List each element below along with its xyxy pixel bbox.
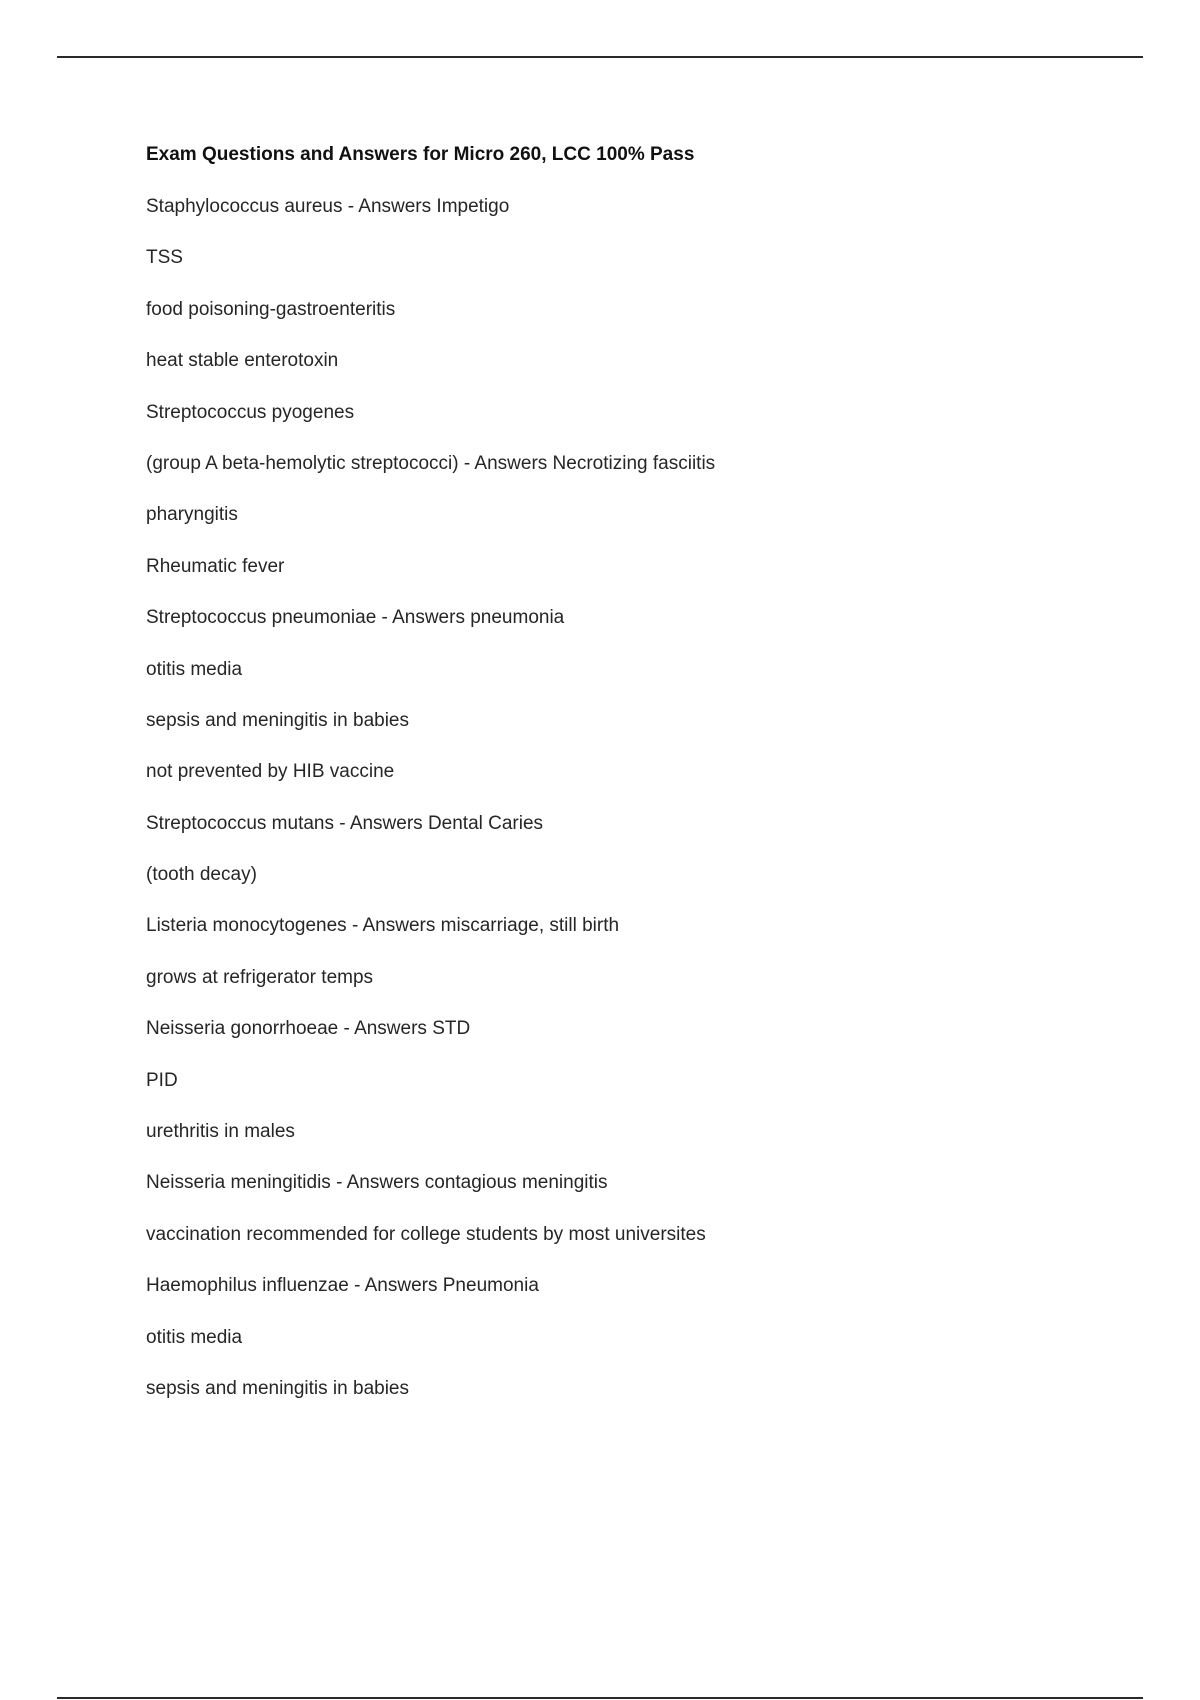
list-item: grows at refrigerator temps (146, 966, 374, 988)
list-item: otitis media (146, 658, 243, 680)
list-item: Rheumatic fever (146, 555, 285, 577)
document-title: Exam Questions and Answers for Micro 260, LCC 100% Pass (146, 144, 695, 165)
list-item: PID (146, 1069, 178, 1091)
list-item: pharyngitis (146, 504, 238, 526)
list-item: TSS (146, 247, 183, 269)
list-item: Haemophilus influenzae - Answers Pneumonia (146, 1275, 539, 1297)
list-item: Streptococcus pneumoniae - Answers pneumonia (146, 607, 565, 629)
list-item: (group A beta-hemolytic streptococci) - Answers Necrotizing fasciitis (146, 452, 716, 474)
footer-rule (57, 1697, 1143, 1699)
list-item: Staphylococcus aureus - Answers Impetigo (146, 196, 510, 217)
list-item: Neisseria meningitidis - Answers contagious meningitis (146, 1172, 608, 1194)
list-item: sepsis and meningitis in babies (146, 1377, 409, 1399)
list-item: (tooth decay) (146, 864, 257, 886)
list-item: sepsis and meningitis in babies (146, 709, 409, 731)
list-item: Streptococcus pyogenes (146, 401, 355, 423)
list-item: heat stable enterotoxin (146, 350, 339, 372)
header-rule (57, 56, 1143, 58)
list-item: vaccination recommended for college students by most universites (146, 1223, 706, 1245)
list-item: not prevented by HIB vaccine (146, 761, 395, 783)
list-item: Listeria monocytogenes - Answers miscarriage, still birth (146, 915, 620, 937)
list-item: Streptococcus mutans - Answers Dental Caries (146, 812, 544, 834)
list-item: food poisoning-gastroenteritis (146, 298, 396, 320)
list-item: Neisseria gonorrhoeae - Answers STD (146, 1018, 471, 1040)
document-body (146, 143, 1146, 1428)
list-item: otitis media (146, 1326, 243, 1348)
list-item: urethritis in males (146, 1121, 295, 1143)
answer-list (146, 195, 1146, 1401)
